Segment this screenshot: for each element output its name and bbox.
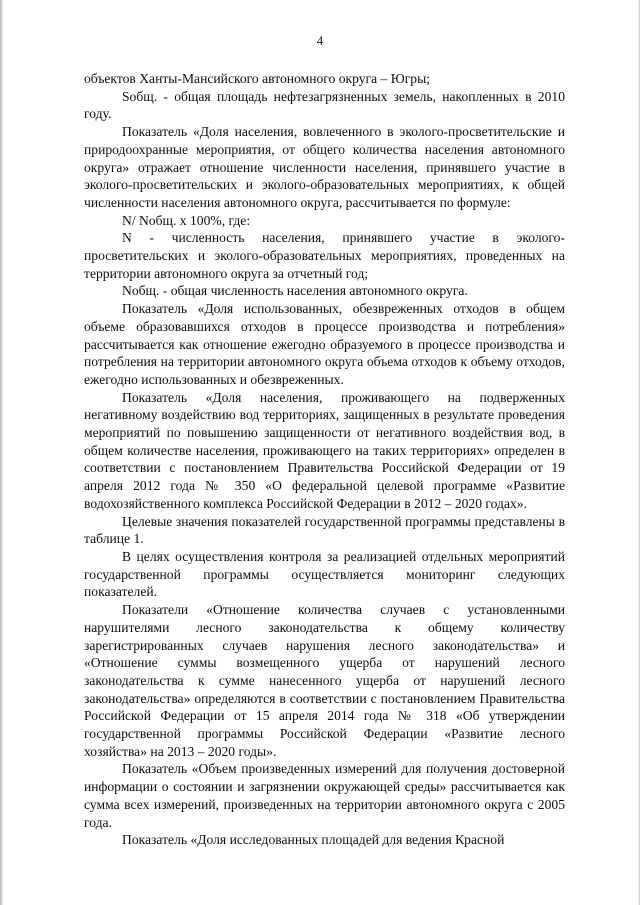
paragraph-waste-indicator: Показатель «Доля использованных, обезвреженных отходов в общем объеме образовавшихся отходов в процессе производства и потребления» рассчитывается как отношение ежегодно образуемого в процессе производства и потребления на территории автономного округа объема отходов к объему отходов, ежегодно использованных и обезвреженных. xyxy=(84,301,565,387)
paragraph-red-book-indicator: Показатель «Доля исследованных площадей для ведения Красной xyxy=(122,832,505,848)
page-number: 4 xyxy=(316,33,324,48)
paragraph-target-values: Целевые значения показателей государственной программы представлены в таблице 1. xyxy=(84,513,565,547)
paragraph-formula: N/ Nобщ. х 100%, где: xyxy=(122,212,251,228)
paragraph-monitoring: В целях осуществления контроля за реализацией отдельных мероприятий государственной программы осуществляется мониторинг следующих показателей. xyxy=(84,548,565,600)
paragraph-continuation: объектов Ханты-Мансийского автономного округа – Югры; xyxy=(84,71,430,86)
paragraph-measurements-indicator: Показатель «Объем произведенных измерений для получения достоверной информации о состоянии и загрязнении окружающей среды» рассчитывается как сумма всех измерений, произведенных на территории автономного округа с 2005 года. xyxy=(84,761,565,830)
paragraph-forest-law-indicators: Показатели «Отношение количества случаев с установленными нарушителями лесного законодательства к общему количеству зарегистрированных случаев нарушения лесного законодательства» и «Отношение суммы возмещенного ущерба от нарушений лесного законодательства к сумме нанесенного ущерба от нарушений лесного законодательства» определяются в соответствии с постановлением Правительства Российской Федерации от 15 апреля 2014 года № 318 «Об утверждении государственной программы Российской Федерации «Развитие лесного хозяйства» на 2013 – 2020 годы». xyxy=(84,602,565,759)
paragraph-n-definition: N - численность населения, принявшего участие в эколого-просветительских и эколого-образовательных мероприятиях, проведенных на территории автономного округа за отчетный год; xyxy=(84,230,565,281)
paragraph-water-protection-indicator: Показатель «Доля населения, проживающего на подверженных негативному воздействию вод территориях, защищенных в результате проведения мероприятий по повышению защищенности от негативного воздействия вод, в общем количестве населения, проживающего на таких территориях» определен в соответствии с постановлением Правительства Российской Федерации от 19 апреля 2012 года № 350 «О федеральной целевой программе «Развитие водохозяйственного комплекса Российской Федерации в 2012 – 2020 годах». xyxy=(84,389,565,511)
scan-left-edge xyxy=(0,0,3,905)
paragraph-eco-education-indicator: Показатель «Доля населения, вовлеченного в эколого-просветительские и природоохранные мероприятия, от общего количества населения автономного округа» отражает отношение численности населения, принявшего участие в эколого-просветительских и эколого-образовательных мероприятиях, к общей численности населения автономного округа, рассчитывается по формуле: xyxy=(84,124,565,210)
document-body xyxy=(84,70,565,849)
paragraph-s-total-definition: Sобщ. - общая площадь нефтезагрязненных земель, накопленных в 2010 году. xyxy=(84,88,565,122)
paragraph-n-total-definition: Nобщ. - общая численность населения автономного округа. xyxy=(122,283,468,299)
